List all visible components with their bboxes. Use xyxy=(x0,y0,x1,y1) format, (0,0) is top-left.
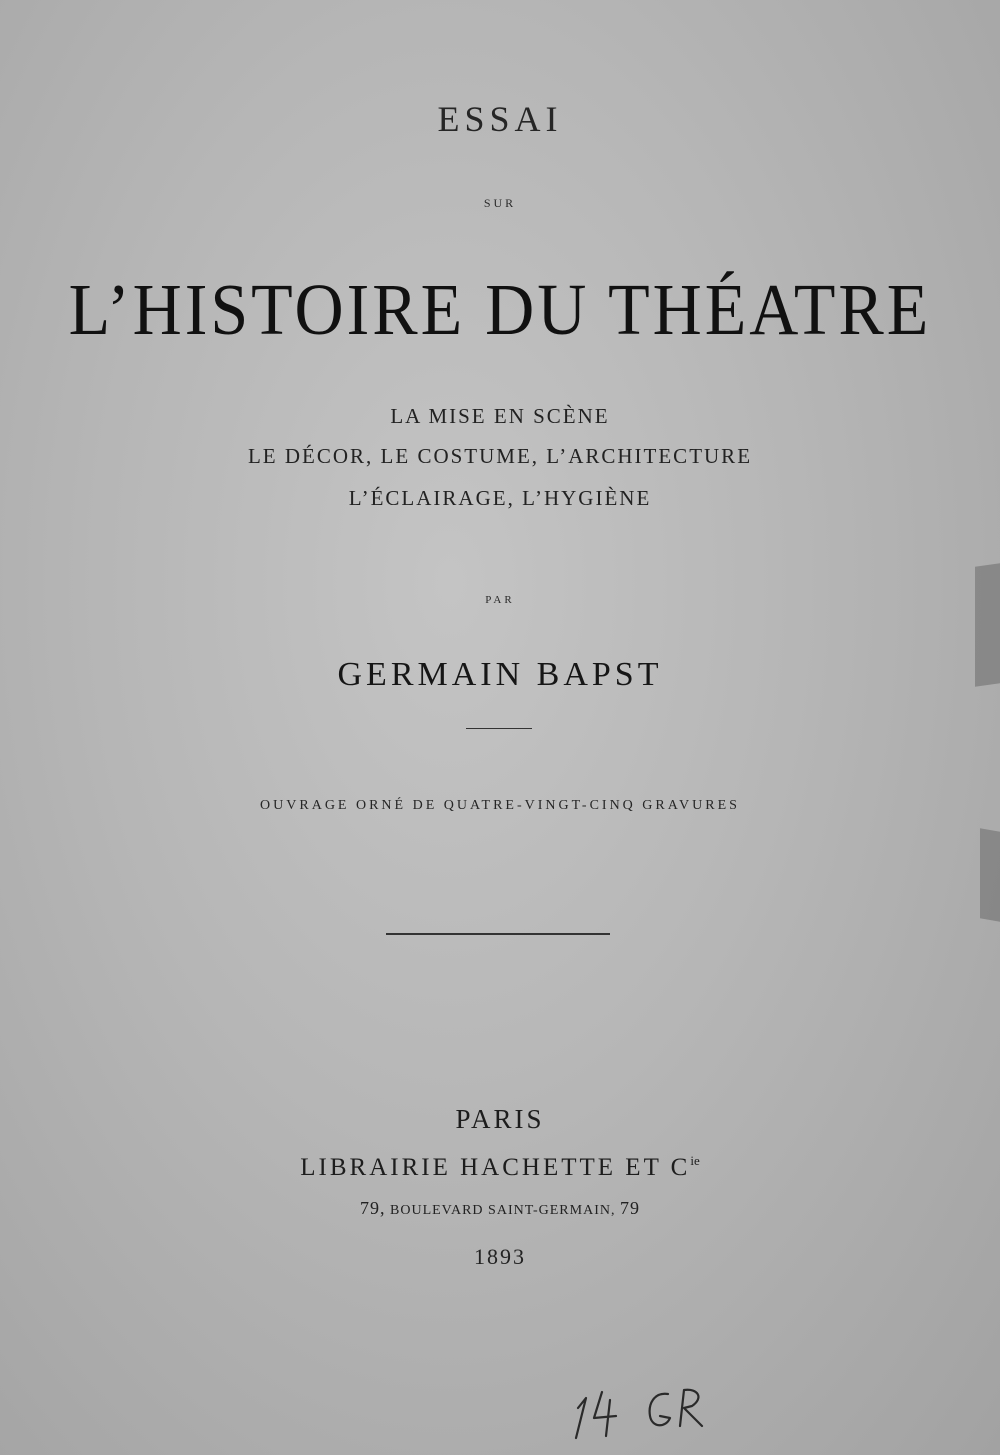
address-number-left: 79, xyxy=(360,1198,386,1218)
subtitle-line-1: LA MISE EN SCÈNE xyxy=(390,404,610,428)
address-number-right: 79 xyxy=(619,1198,640,1218)
address-street: BOULEVARD SAINT-GERMAIN, xyxy=(390,1203,616,1218)
subtitle-line-3: L’ÉCLAIRAGE, L’HYGIÈNE xyxy=(348,486,652,510)
imprint-city: PARIS xyxy=(455,1104,545,1134)
subtitle-line-2: LE DÉCOR, LE COSTUME, L’ARCHITECTURE xyxy=(247,444,753,468)
handwritten-shelf-mark xyxy=(572,1380,732,1440)
page-edge-shadow xyxy=(980,828,1000,922)
imprint-year: 1893 xyxy=(474,1244,526,1269)
imprint-address xyxy=(0,1198,1000,1219)
divider-long xyxy=(386,933,610,935)
par-label: PAR xyxy=(485,594,515,606)
publisher-name: LIBRAIRIE HACHETTE ET C xyxy=(300,1154,691,1181)
illustration-note: OUVRAGE ORNÉ DE QUATRE-VINGT-CINQ GRAVURES xyxy=(260,798,740,813)
title-sur: SUR xyxy=(483,196,517,210)
title-essai: ESSAI xyxy=(437,99,563,139)
imprint-publisher xyxy=(0,1153,1000,1182)
main-title: L’HISTOIRE DU THÉATRE xyxy=(68,267,932,350)
publisher-suffix: ie xyxy=(690,1153,700,1168)
divider-short xyxy=(466,728,532,729)
author-name: GERMAIN BAPST xyxy=(337,656,663,693)
